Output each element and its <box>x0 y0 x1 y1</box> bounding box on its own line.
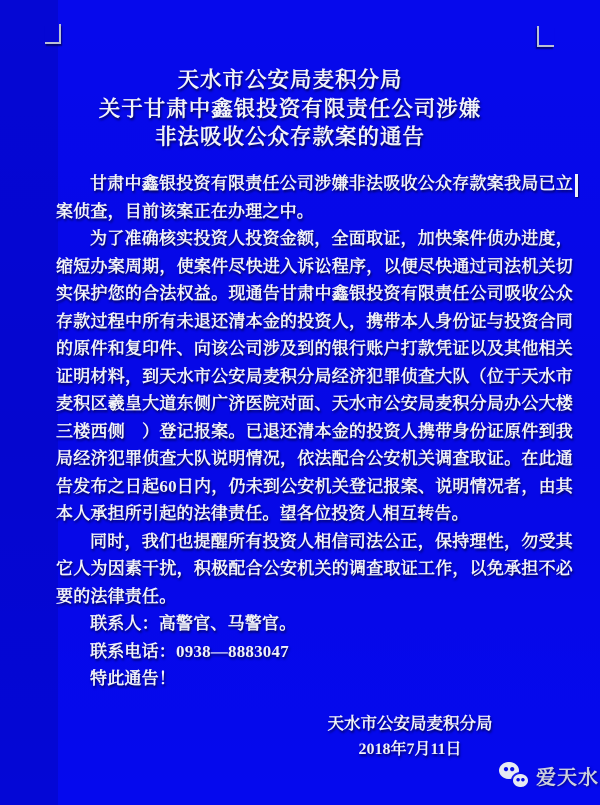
page-corner-mark-top-left <box>45 24 61 44</box>
text-cursor <box>575 174 578 197</box>
contact-person-line: 联系人：高警官、马警官。 <box>90 614 297 633</box>
notice-title-line-3: 非法吸收公众存款案的通告 <box>154 125 425 149</box>
notice-title-line-1: 天水市公安局麦积分局 <box>177 68 403 92</box>
signature-block <box>318 711 502 763</box>
watermark-label: 爱天水 <box>536 766 599 789</box>
notice-title <box>20 66 560 152</box>
wechat-icon <box>499 761 529 789</box>
paragraph-case-filed: 甘肃中鑫银投资有限责任公司涉嫌非法吸收公众存款案我局已立案侦查，目前该案正在办理之中。 <box>56 174 573 221</box>
paragraph-reminder: 同时，我们也提醒所有投资人相信司法公正，保持理性，勿受其它人为因素干扰，积极配合公安机关的调查取证工作，以免承担不必要的法律责任。 <box>56 531 573 606</box>
wechat-bubble-small <box>513 774 528 787</box>
contact-phone-line: 联系电话：0938—8883047 <box>90 641 289 661</box>
paragraph-instructions: 为了准确核实投资人投资金额，全面取证，加快案件侦办进度，缩短办案周期，使案件尽快进入诉讼程序，以便尽快通过司法机关切实保护您的合法权益。现通告甘肃中鑫银投资有限责任公司吸收公众存款过程中所有未退还清本金的投资人，携带本人身份证与投资合同的原件和复印件、向该公司涉及到的银行账户打款凭证以及其他相关证明材料，到天水市公安局麦积分局经济犯罪侦查大队（位于天水市麦积区羲皇大道东侧广济医院对面、天水市公安局麦积分局办公大楼三楼西侧 ）登记报案。已退还清本金的投资人携带身份证原件到我局经济犯罪侦查大队说明情况，依法配合公安机关调查取证。在此通告发布之日起60日内，仍未到公安机关登记报案、说明情况者，由其本人承担所引起的法律责任。望各位投资人相互转告。 <box>56 229 573 523</box>
date-line: 2018年7月11日 <box>358 741 462 758</box>
watermark <box>499 759 599 791</box>
page-corner-mark-top-right <box>537 26 554 47</box>
signature-line: 天水市公安局麦积分局 <box>327 714 493 733</box>
notice-title-line-2: 关于甘肃中鑫银投资有限责任公司涉嫌 <box>98 96 482 121</box>
closing-line: 特此通告！ <box>90 669 176 688</box>
notice-body-text-area[interactable] <box>56 170 573 693</box>
